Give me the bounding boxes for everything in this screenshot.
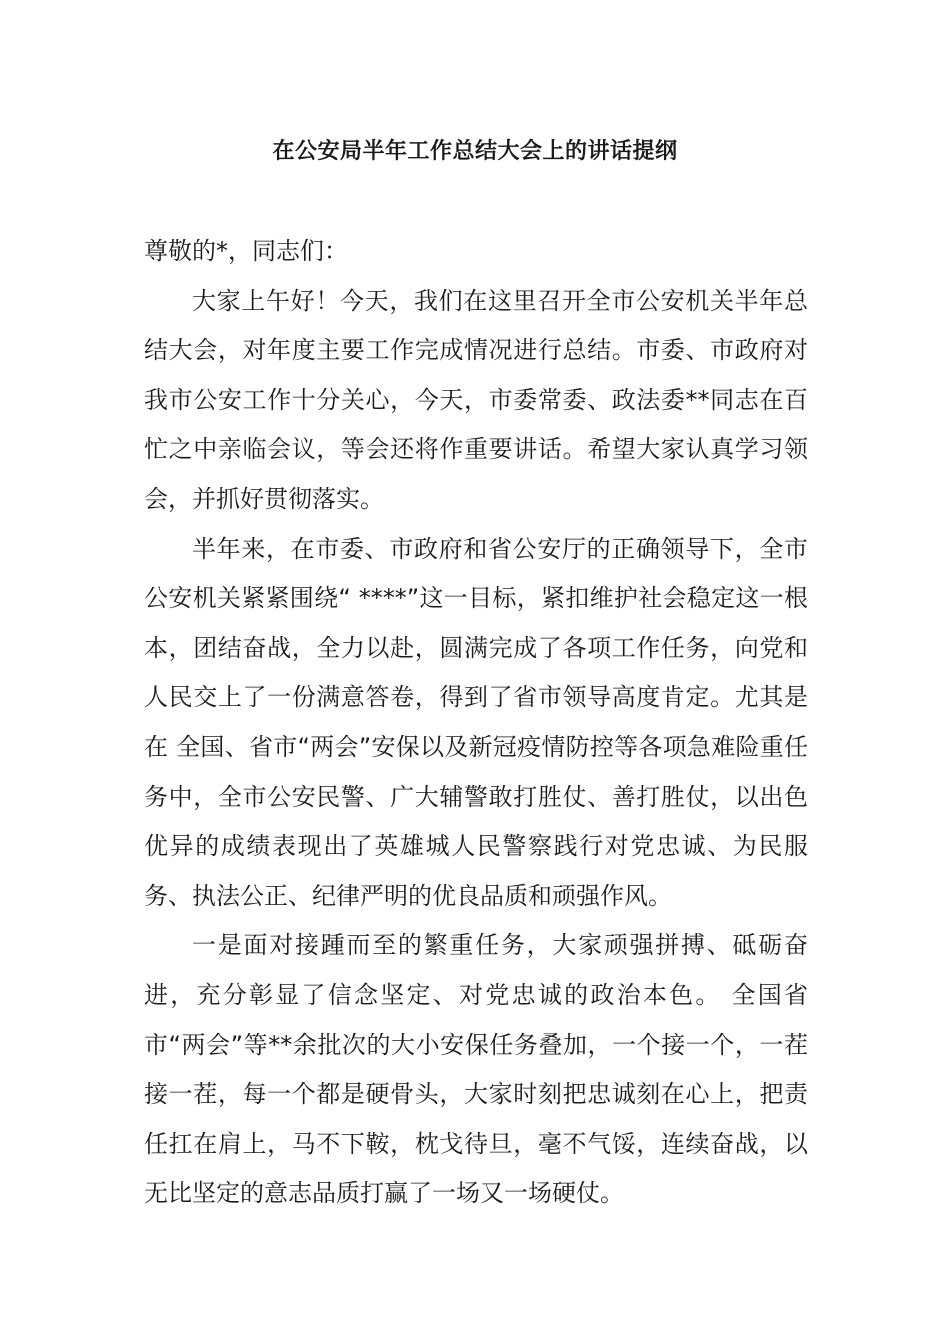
paragraph-half-year-review: 半年来，在市委、市政府和省公安厅的正确领导下，全市公安机关紧紧围绕“ ****”这一目标，紧扣维护社会稳定这一根本，团结奋战，全力以赴，圆满完成了各项工作任务，向党和人民交上了一份满意答卷，得到了省市领导高度肯定。尤其是在 全国、省市“两会”安保以及新冠疫情防控等各项急难险重任务中，全市公安民警、广大辅警敢打胜仗、善打胜仗，以出色优异的成绩表现出了英雄城人民警察践行对党忠诚、为民服务、执法公正、纪律严明的优良品质和顽强作风。 — [144, 534, 808, 910]
document-body — [144, 227, 808, 1219]
paragraph-point-one: 一是面对接踵而至的繁重任务，大家顽强拼搏、砥砺奋进，充分彰显了信念坚定、对党忠诚的政治本色。 全国省市“两会”等**余批次的大小安保任务叠加，一个接一个，一茬接一茬，每一个都是硬骨头，大家时刻把忠诚刻在心上，把责任扛在肩上，马不下鞍，枕戈待旦，毫不气馁，连续奋战，以无比坚定的意志品质打赢了一场又一场硬仗。 — [144, 931, 808, 1208]
salutation: 尊敬的*，同志们： — [144, 237, 348, 265]
document-title: 在公安局半年工作总结大会上的讲话提纲 — [272, 139, 678, 164]
paragraph-opening: 大家上午好！今天，我们在这里召开全市公安机关半年总结大会，对年度主要工作完成情况进行总结。市委、市政府对我市公安工作十分关心，今天，市委常委、政法委**同志在百忙之中亲临会议，等会还将作重要讲话。希望大家认真学习领会，并抓好贯彻落实。 — [144, 286, 808, 513]
